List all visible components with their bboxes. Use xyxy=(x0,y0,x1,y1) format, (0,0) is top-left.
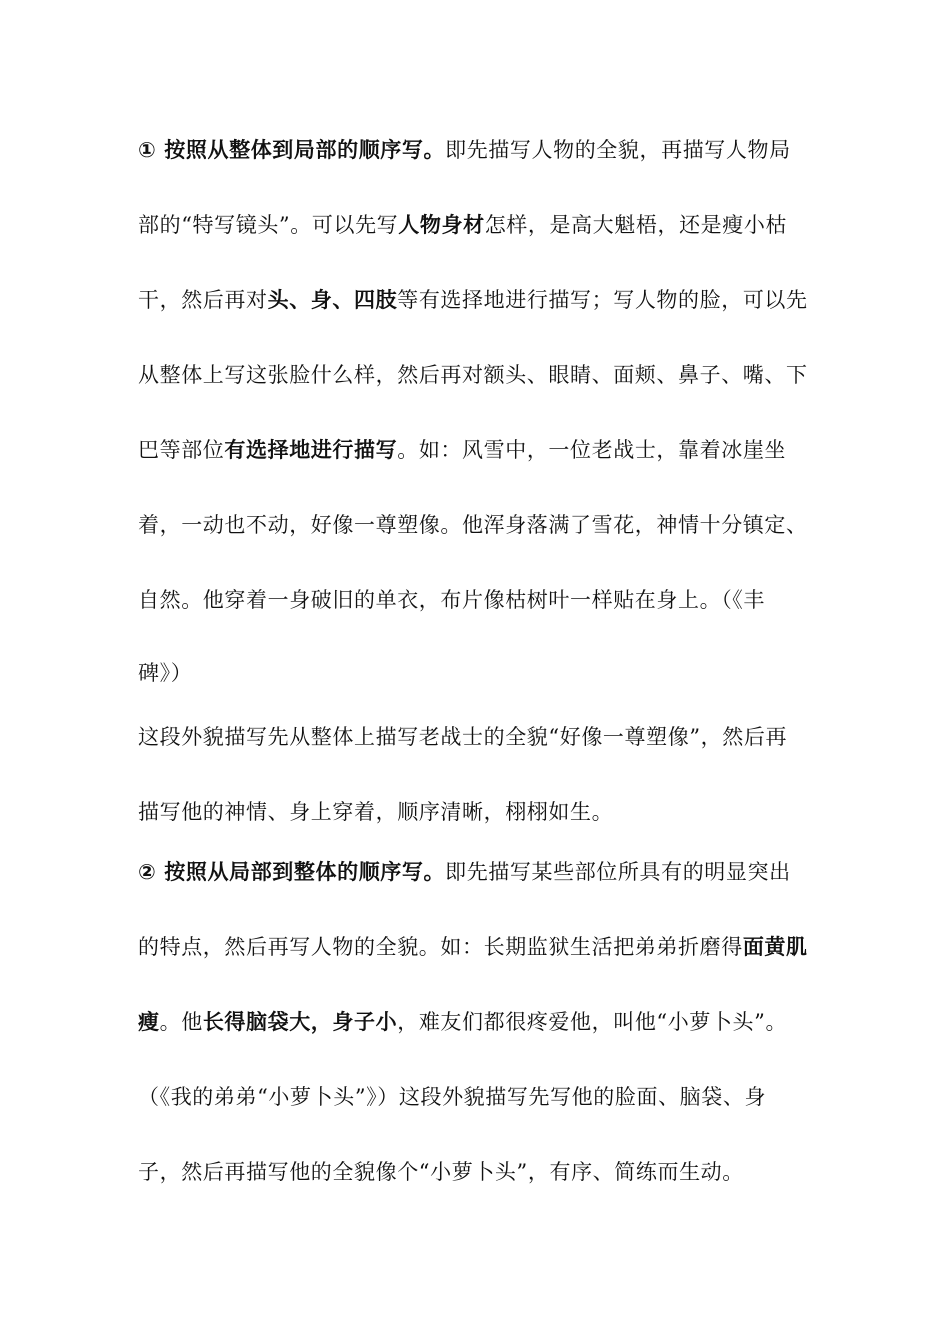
text: 。如：风雪中，一位老战士，靠着冰崖坐 xyxy=(397,438,787,462)
bold-term: 有选择地进行描写 xyxy=(224,438,398,462)
text: 碑》） xyxy=(138,661,193,685)
paragraph-2-line-3 xyxy=(138,1007,838,1037)
paragraph-1-line-2 xyxy=(138,210,838,240)
text: 自然。他穿着一身破旧的单衣，布片像枯树叶一样贴在身上。（《丰 xyxy=(138,588,765,612)
text: 这段外貌描写先从整体上描写老战士的全貌“好像一尊塑像”，然后再 xyxy=(138,725,788,749)
paragraph-1-line-8 xyxy=(138,658,838,688)
paragraph-1-line-7 xyxy=(138,585,838,615)
bold-term: 长得脑袋大，身子小 xyxy=(202,1010,398,1034)
paragraph-1-line-1 xyxy=(138,135,838,165)
paragraph-1-line-6 xyxy=(138,510,838,540)
paragraph-1-line-3 xyxy=(138,285,838,315)
analysis-1-line-2 xyxy=(138,797,838,827)
text: 从整体上写这张脸什么样，然后再对额头、眼睛、面颊、鼻子、嘴、下 xyxy=(138,363,808,387)
text: 干，然后再对 xyxy=(138,288,268,312)
bold-term: 瘦 xyxy=(138,1010,160,1034)
analysis-1-line-1 xyxy=(138,722,838,752)
bold-term: 头、身、四肢 xyxy=(267,288,398,312)
text: 的特点，然后再写人物的全貌。如：长期监狱生活把弟弟折磨得 xyxy=(138,935,743,959)
text: 描写他的神情、身上穿着，顺序清晰，栩栩如生。 xyxy=(138,800,614,824)
paragraph-2-line-1 xyxy=(138,857,838,887)
text: 等有选择地进行描写；写人物的脸，可以先 xyxy=(397,288,808,312)
bold-term: 人物身材 xyxy=(398,213,485,237)
text: 部的“特写镜头”。可以先写 xyxy=(138,213,399,237)
text: 。他 xyxy=(159,1010,203,1034)
text: 即先描写人物的全貌，再描写人物局 xyxy=(445,138,791,162)
text: 即先描写某些部位所具有的明显突出 xyxy=(445,860,791,884)
heading-2: ② 按照从局部到整体的顺序写。 xyxy=(138,860,446,884)
text: 子，然后再描写他的全貌像个“小萝卜头”，有序、简练而生动。 xyxy=(138,1160,744,1184)
text: 巴等部位 xyxy=(138,438,225,462)
text: ，难友们都很疼爱他，叫他“小萝卜头”。 xyxy=(397,1010,788,1034)
text: 怎样，是高大魁梧，还是瘦小枯 xyxy=(484,213,788,237)
text: 着，一动也不动，好像一尊塑像。他浑身落满了雪花，神情十分镇定、 xyxy=(138,513,808,537)
paragraph-2-line-4 xyxy=(138,1082,838,1112)
paragraph-2-line-2 xyxy=(138,932,838,962)
paragraph-2-line-5 xyxy=(138,1157,838,1187)
paragraph-1-line-5 xyxy=(138,435,838,465)
heading-1: ① 按照从整体到局部的顺序写。 xyxy=(138,138,446,162)
paragraph-1-line-4 xyxy=(138,360,838,390)
text: （《我的弟弟“小萝卜头”》）这段外貌描写先写他的脸面、脑袋、身 xyxy=(138,1085,767,1109)
bold-term: 面黄肌 xyxy=(742,935,808,959)
